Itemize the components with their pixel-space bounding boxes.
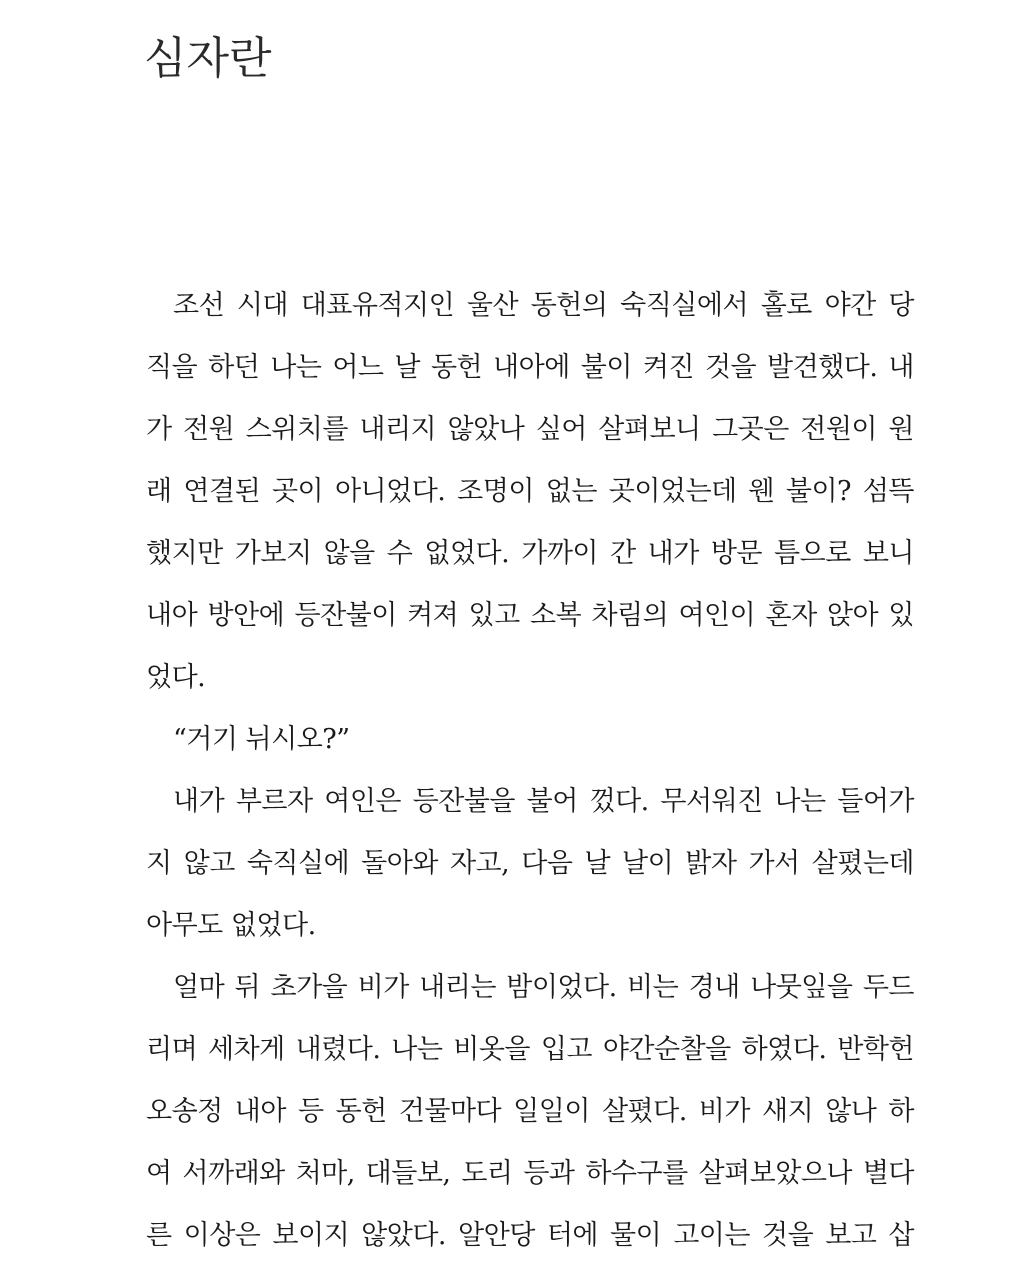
text-line: 했지만 가보지 않을 수 없었다. 가까이 간 내가 방문 틈으로 보니 (146, 538, 914, 569)
text-line: 여 서까래와 처마, 대들보, 도리 등과 하수구를 살펴보았으나 별다 (146, 1158, 914, 1189)
text-line: 었다. (146, 662, 206, 693)
text-line: 른 이상은 보이지 않았다. 알안당 터에 물이 고이는 것을 보고 삽 (146, 1220, 914, 1251)
text-line: 아무도 없었다. (146, 910, 316, 941)
text-line: 오송정 내아 등 동헌 건물마다 일일이 살폈다. 비가 새지 않나 하 (146, 1096, 914, 1127)
text-line: 얼마 뒤 초가을 비가 내리는 밤이었다. 비는 경내 나뭇잎을 두드 (173, 972, 914, 1003)
text-line: 리며 세차게 내렸다. 나는 비옷을 입고 야간순찰을 하였다. 반학헌 (146, 1034, 914, 1065)
text-line: 내가 부르자 여인은 등잔불을 불어 껐다. 무서워진 나는 들어가 (173, 786, 914, 817)
text-line: 내아 방안에 등잔불이 켜져 있고 소복 차림의 여인이 혼자 앉아 있 (146, 600, 914, 631)
text-line: 가 전원 스위치를 내리지 않았나 싶어 살펴보니 그곳은 전원이 원 (146, 414, 914, 445)
text-line: 조선 시대 대표유적지인 울산 동헌의 숙직실에서 홀로 야간 당 (173, 290, 914, 321)
text-line: 래 연결된 곳이 아니었다. 조명이 없는 곳이었는데 웬 불이? 섬뜩 (146, 476, 914, 507)
dialogue-line: “거기 뉘시오?” (173, 724, 350, 755)
body-text (146, 280, 914, 1272)
text-line: 지 않고 숙직실에 돌아와 자고, 다음 날 날이 밝자 가서 살폈는데 (146, 848, 914, 879)
chapter-title: 심자란 (144, 33, 272, 84)
text-line: 직을 하던 나는 어느 날 동헌 내아에 불이 켜진 것을 발견했다. 내 (146, 352, 914, 383)
